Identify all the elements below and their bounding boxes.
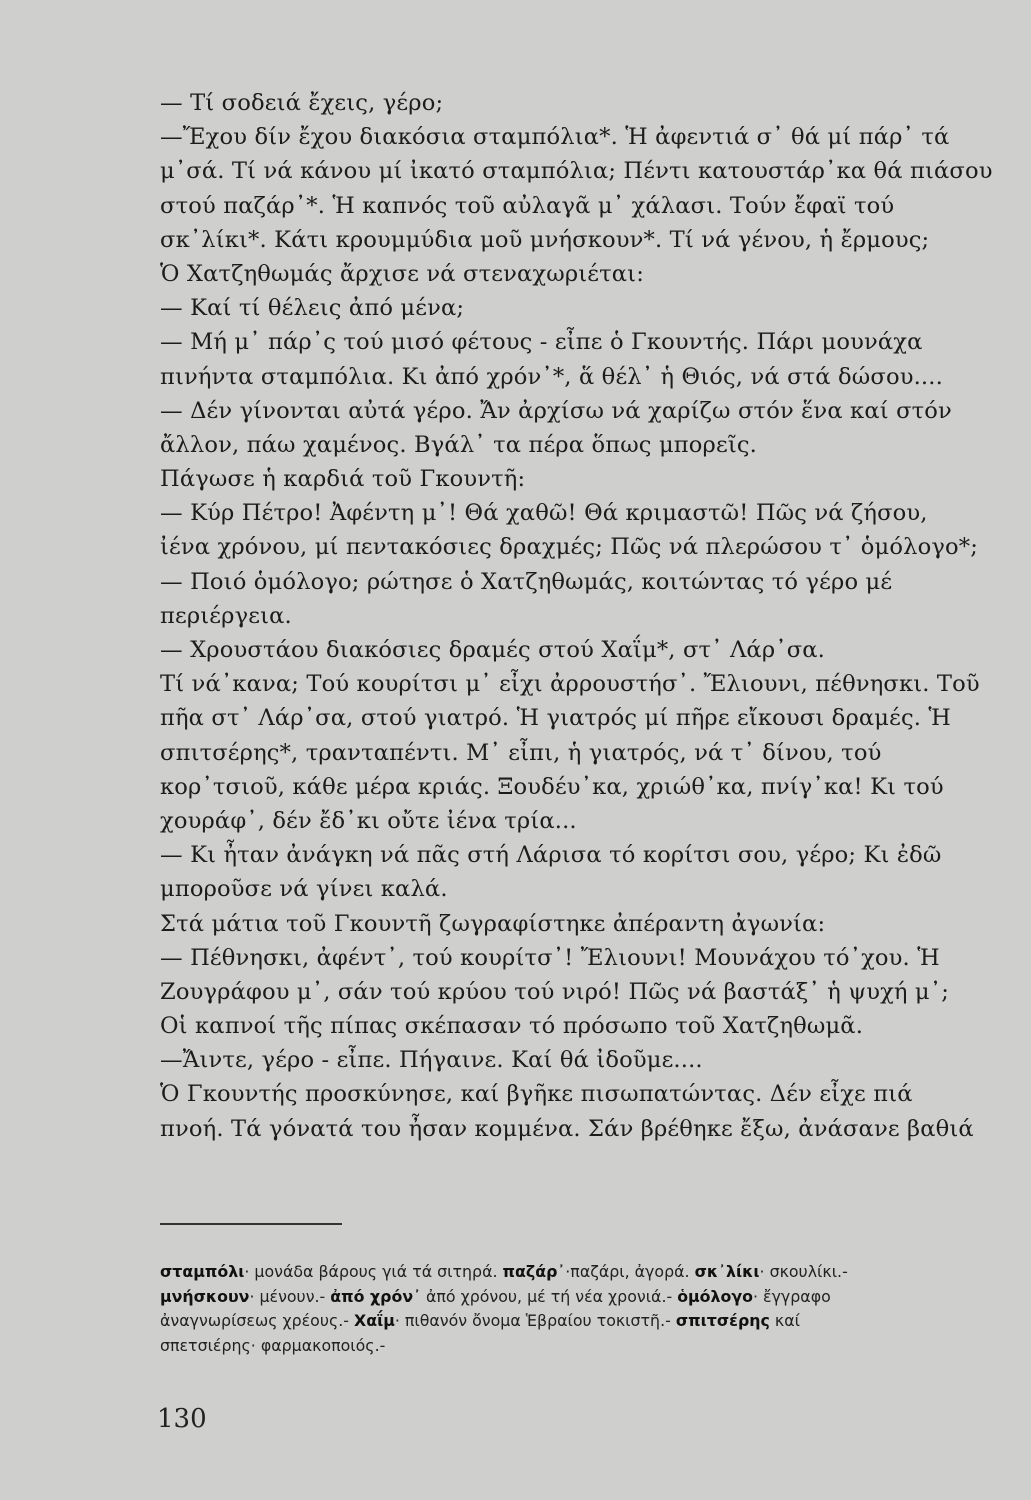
text-line: — Δέν γίνονται αὐτά γέρο. Ἄν ἀρχίσω νά χαρίζω στόν ἕνα καί στόν [160, 397, 952, 424]
text-line: σκ᾽λίκι*. Κάτι κρουμμύδια μοῦ μνήσκουν*. Τί νά γένου, ἡ ἔρμους; [160, 226, 930, 253]
footnote-term: ἀπό χρόν᾽ [330, 1286, 421, 1306]
text-line: —Ἔχου δίν ἔχου διακόσια σταμπόλια*. Ἡ ἀφεντιά σ᾽ θά μί πάρ᾽ τά [160, 124, 950, 151]
text-line: ἰένα χρόνου, μί πεντακόσιες δραχμές; Πῶς νά πλερώσου τ᾽ ὁμόλογο*; [160, 534, 978, 561]
text-line: — Τί σοδειά ἔχεις, γέρο; [160, 90, 444, 116]
footnote-definition: καί [769, 1311, 800, 1330]
text-line: — Κύρ Πέτρο! Ἀφέντη μ᾽! Θά χαθῶ! Θά κριμαστῶ! Πῶς νά ζήσου, [160, 500, 928, 527]
footnote-divider [160, 1223, 342, 1225]
footnote-definition: σπετσιέρης· φαρμακοποιός.- [160, 1335, 386, 1355]
text-line: Ὁ Χατζηθωμάς ἄρχισε νά στεναχωριέται: [160, 260, 644, 287]
text-line: μ᾽σά. Τί νά κάνου μί ἰκατό σταμπόλια; Πέντι κατουστάρ᾽κα θά πιάσου [160, 158, 993, 185]
text-line: Οἱ καπνοί τῆς πίπας σκέπασαν τό πρόσωπο τοῦ Χατζηθωμᾶ. [160, 1013, 864, 1040]
footnote-definition: ἀπό χρόνου, μέ τή νέα χρονιά.- [420, 1286, 678, 1306]
footnote-line [160, 1309, 1020, 1334]
text-line: μποροῦσε νά γίνει καλά. [160, 876, 448, 903]
text-line: Πάγωσε ἡ καρδιά τοῦ Γκουντῆ: [160, 466, 526, 493]
footnote-term: ὁμόλογο [677, 1286, 753, 1306]
footnote-term: μνήσκουν [160, 1286, 250, 1306]
text-line: περιέργεια. [160, 602, 292, 629]
footnote-term: παζάρ᾽ [502, 1262, 566, 1281]
text-line: σπιτσέρης*, τρανταπέντι. Μ᾽ εἶπι, ἡ γιατρός, νά τ᾽ δίνου, τού [160, 739, 882, 766]
text-line: — Χρουστάου διακόσιες δραμές στού Χαΐμ*, στ᾽ Λάρ᾽σα. [160, 637, 826, 663]
text-line: χουράφ᾽, δέν ἔδ᾽κι οὔτε ἰένα τρία... [160, 807, 577, 834]
text-line: Ζουγράφου μ᾽, σάν τού κρύου τού νιρό! Πῶς νά βαστάξ᾽ ἡ ψυχή μ᾽; [160, 978, 949, 1005]
footnote-term: Χαΐμ [354, 1311, 395, 1330]
text-line: Στά μάτια τοῦ Γκουντῆ ζωγραφίστηκε ἀπέραντη ἀγωνία: [160, 910, 826, 937]
footnote-line [160, 1334, 1020, 1359]
footnote-definition: · ἔγγραφο [753, 1286, 831, 1306]
footnote-definition: · μένουν.- [249, 1286, 331, 1306]
footnote-definition: ἀναγνωρίσεως χρέους.- [160, 1311, 355, 1330]
footnote-line [160, 1285, 1020, 1310]
text-line: — Κι ἦταν ἀνάγκη νά πᾶς στή Λάρισα τό κορίτσι σου, γέρο; Κι ἐδῶ [160, 842, 942, 869]
text-line: στού παζάρ᾽*. Ἡ καπνός τοῦ αὐλαγᾶ μ᾽ χάλασι. Τούν ἔφαϊ τού [160, 192, 895, 219]
text-line: — Πέθνησκι, ἀφέντ᾽, τού κουρίτσ᾽! Ἔλιουνι! Μουνάχου τό᾽χου. Ἡ [160, 944, 940, 971]
text-line: ἄλλον, πάω χαμένος. Βγάλ᾽ τα πέρα ὅπως μπορεῖς. [160, 431, 757, 458]
footnote-term: σπιτσέρης [675, 1311, 770, 1330]
text-line: κορ᾽τσιοῦ, κάθε μέρα κριάς. Ξουδέυ᾽κα, χριώθ᾽κα, πνίγ᾽κα! Κι τού [160, 773, 944, 800]
footnote-term: σκ᾽λίκι [694, 1262, 760, 1281]
footnote-definition: ·παζάρι, ἀγορά. [565, 1262, 695, 1281]
text-line: — Μή μ᾽ πάρ᾽ς τού μισό φέτους - εἶπε ὁ Γκουντής. Πάρι μουνάχα [160, 329, 923, 356]
text-line: — Καί τί θέλεις ἀπό μένα; [160, 295, 465, 322]
footnote-definition: · πιθανόν ὄνομα Ἑβραίου τοκιστῆ.- [394, 1311, 676, 1330]
footnotes [160, 1260, 1020, 1358]
page-number: 130 [157, 1404, 207, 1434]
text-line: Ὁ Γκουντής προσκύνησε, καί βγῆκε πισωπατώντας. Δέν εἶχε πιά [160, 1081, 913, 1108]
footnote-line [160, 1260, 1020, 1285]
text-line: Τί νά᾽κανα; Τού κουρίτσι μ᾽ εἶχι ἀρρουστήσ᾽. Ἔλιουνι, πέθνησκι. Τοῦ [160, 671, 980, 698]
footnote-term: σταμπόλι [160, 1262, 245, 1281]
text-line: —Ἄιντε, γέρο - εἶπε. Πήγαινε. Καί θά ἰδοῦμε.... [160, 1047, 703, 1074]
footnote-definition: · μονάδα βάρους γιά τά σιτηρά. [244, 1262, 503, 1281]
text-line: πῆα στ᾽ Λάρ᾽σα, στού γιατρό. Ἡ γιατρός μί πῆρε εἴκουσι δραμές. Ἡ [160, 705, 952, 732]
text-line: πνοή. Τά γόνατά του ἦσαν κομμένα. Σάν βρέθηκε ἔξω, ἀνάσανε βαθιά [160, 1115, 974, 1142]
footnote-definition: · σκουλίκι.- [759, 1262, 848, 1281]
body-text [160, 86, 1020, 1146]
text-line: — Ποιό ὁμόλογο; ρώτησε ὁ Χατζηθωμάς, κοιτώντας τό γέρο μέ [160, 568, 893, 595]
text-line: πινήντα σταμπόλια. Κι ἀπό χρόν᾽*, ἅ θέλ᾽ ἡ Θιός, νά στά δώσου.... [160, 363, 943, 390]
